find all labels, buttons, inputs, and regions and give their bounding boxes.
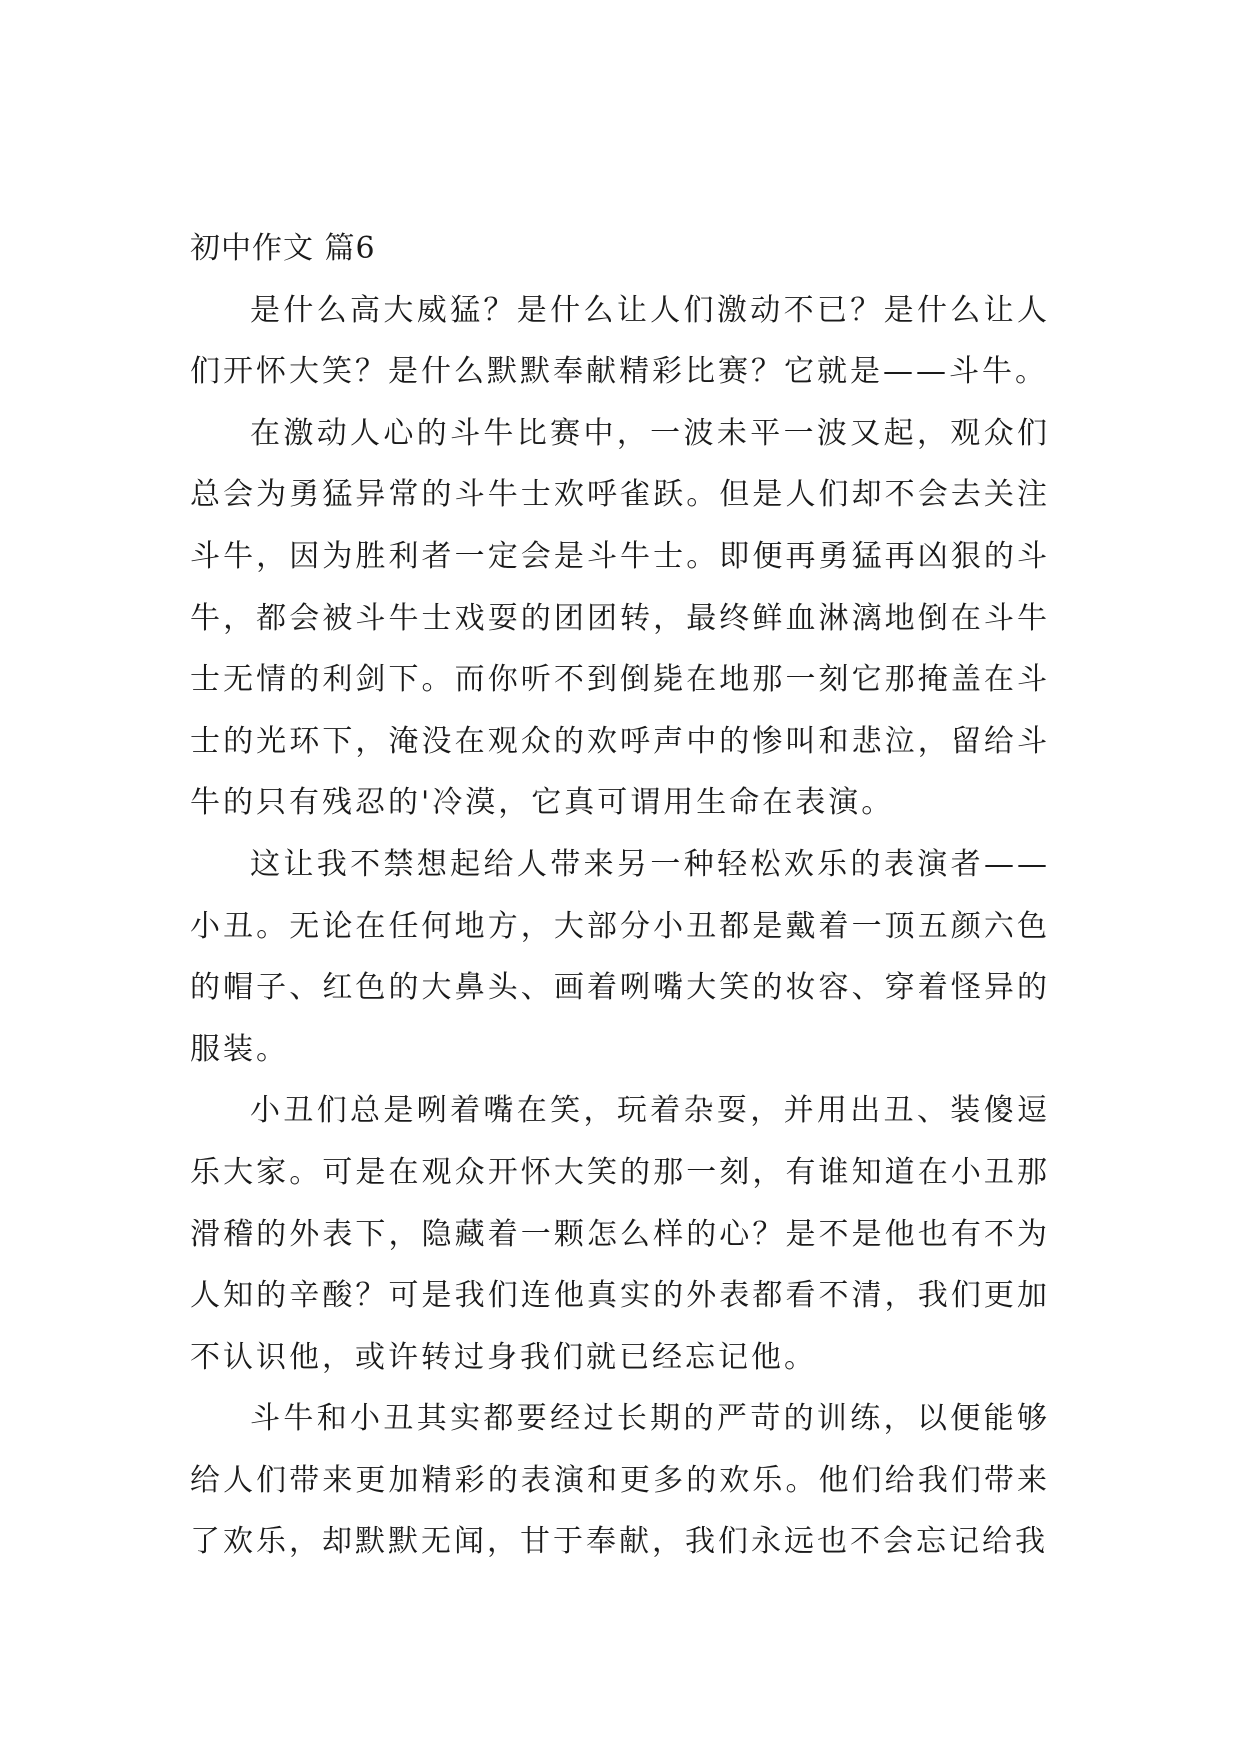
paragraph-1: 是什么高大威猛？是什么让人们激动不已？是什么让人们开怀大笑？是什么默默奉献精彩比赛？它就是——斗牛。 [190, 292, 1050, 390]
paragraph-4: 小丑们总是咧着嘴在笑，玩着杂耍，并用出丑、装傻逗乐大家。可是在观众开怀大笑的那一刻，有谁知道在小丑那滑稽的外表下，隐藏着一颗怎么样的心？是不是他也有不为人知的辛酸？可是我们连他真实的外表都看不清，我们更加不认识他，或许转过身我们就已经忘记他。 [190, 1093, 1050, 1375]
paragraph-3: 这让我不禁想起给人带来另一种轻松欢乐的表演者——小丑。无论在任何地方，大部分小丑都是戴着一顶五颜六色的帽子、红色的大鼻头、画着咧嘴大笑的妆容、穿着怪异的服装。 [190, 846, 1050, 1067]
document-page [190, 218, 1050, 1573]
document-title: 初中作文 篇6 [190, 231, 376, 266]
paragraph-2: 在激动人心的斗牛比赛中，一波未平一波又起，观众们总会为勇猛异常的斗牛士欢呼雀跃。但是人们却不会去关注斗牛，因为胜利者一定会是斗牛士。即便再勇猛再凶狠的斗牛，都会被斗牛士戏耍的团团转，最终鲜血淋漓地倒在斗牛士无情的利剑下。而你听不到倒毙在地那一刻它那掩盖在斗士的光环下，淹没在观众的欢呼声中的惨叫和悲泣，留给斗牛的只有残忍的'冷漠，它真可谓用生命在表演。 [190, 415, 1050, 821]
paragraph-5: 斗牛和小丑其实都要经过长期的严苛的训练，以便能够给人们带来更加精彩的表演和更多的欢乐。他们给我们带来了欢乐，却默默无闻，甘于奉献，我们永远也不会忘记给我 [190, 1401, 1050, 1560]
